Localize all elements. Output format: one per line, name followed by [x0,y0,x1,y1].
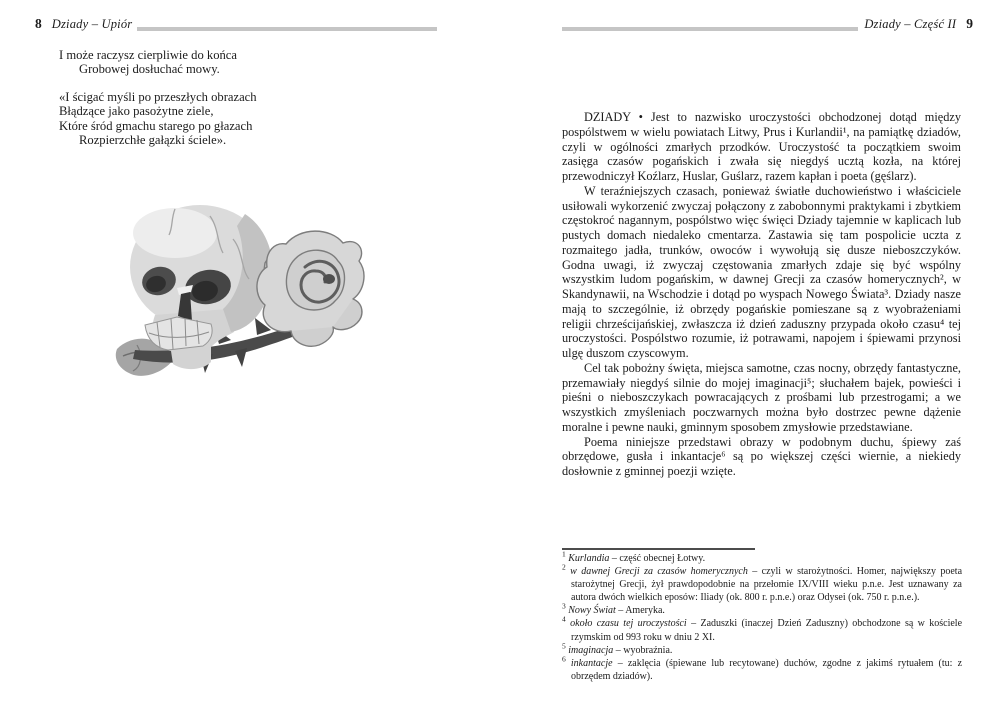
poem-line: Rozpierzchłe gałązki ściele». [79,133,227,148]
footnote-text: – Zaduszki (inaczej Dzień Zaduszny) obchodzone są w kościele rzymskim od 993 roku w dniu 2 XI. [571,618,963,643]
paragraph: DZIADY • Jest to nazwisko uroczystości obchodzonej dotąd między pospólstwem w wielu powiatach Litwy, Prus i Kurlandii¹, na pamiątkę dziadów, czyli w ogólności zmarłych przodków. Uroczystość ta początkiem swoim zasięga czasów pogańskich i zwała się niegdyś ucztą kozła, na której przewodniczył Koźlarz, Huslar, Guślarz, razem kapłan i poeta (gęślarz). [562,110,961,183]
footnote-marker: 3 [562,602,566,612]
footnote-text: – zaklęcia (śpiewane lub recytowane) duchów, zgodne z jakimś rytuałem (tu: z obrzędem dziadów). [571,657,963,682]
footnote-marker: 2 [562,562,566,572]
footnote-term: Nowy Świat [568,605,616,617]
skull-rose-illustration [115,198,365,395]
poem-line: «I ścigać myśli po przeszłych obrazach [59,89,257,104]
header-rule-right [562,27,858,31]
footnote [562,654,963,683]
poem-line: I może raczysz cierpliwie do końca [59,48,237,62]
poem-stanza [59,90,257,148]
header-rule-left [137,27,437,31]
footnote-term: Kurlandia [568,553,610,564]
page-number-left: 8 [35,16,42,31]
footnote-text: – Ameryka. [618,605,665,617]
footnote-marker: 1 [562,549,566,559]
paragraph: W teraźniejszych czasach, ponieważ światłe duchowieństwo i właściciele usiłowali wykorzenić zwyczaj połączony z zabobonnymi praktykami i zbytkiem częstokroć nagannym, pospólstwo więc święci Dziady tajemnie w kaplicach lub pustych domach niedaleko cmentarza. Zastawia się tam pospolicie uczta z rozmaitego jadła, trunków, owoców i wywołują się dusze nieboszczyków. Godna uwagi, iż zwyczaj częstowania zmarłych zdaje się być wspólny wszystkim ludom pogańskim, w dawnej Grecji za czasów homerycznych², w Skandynawii, na Wschodzie i dotąd po wyspach Nowego Świata³. Dziady nasze mają to szczególnie, iż obrzędy pogańskie pomieszane są z wyobrażeniami religii chrześcijańskiej, zwłaszcza iż dzień zaduszny przypada około czasu⁴ tej uroczystości. Pospólstwo rozumie, iż potrawami, napojem i śpiewami przynosi ulgę duszom czyscowym. [562,183,961,360]
footnote-marker: 5 [562,641,566,651]
footnote-term: inkantacje [570,657,613,669]
running-head-right [864,16,973,32]
footnote [562,562,963,604]
paragraph: Poema niniejsze przedstawi obrazy w podobnym duchu, śpiewy zaś obrzędowe, gusła i inkantacje⁶ są po większej części wiernie, a niekiedy dosłownie z gminnej poezji wzięte. [562,434,961,478]
footnote-text: – wyobraźnia. [615,644,673,656]
page-number-right: 9 [966,16,973,31]
poem-line: Grobowej dosłuchać mowy. [79,62,220,77]
footnote [562,549,962,565]
running-head-left [35,16,132,32]
right-page [500,0,1000,712]
footnote [562,641,962,657]
footnote-marker: 4 [562,615,566,625]
footnote-text: – część obecnej Łotwy. [611,553,706,564]
footnote-term: w dawnej Grecji za czasów homerycznych [570,566,748,578]
running-title-right: Dziady – Część II [864,17,957,31]
footnote-text: – czyli w starożytności. Homer, największy poeta starożytnej Grecji, żył prawdopodobnie na przełomie IX/VIII wieku p.n.e. Jest uznawany za autora dwóch wielkich eposów: Iliady (ok. 800 r. p.n.e.) oraz Odysei (ok. 750 r. p.n.e.). [571,566,963,604]
poem-line: Błądzące jako pasożytne ziele, [59,104,214,119]
footnote-rule [562,548,755,550]
footnote [562,604,962,617]
paragraph: Cel tak pobożny święta, miejsca samotne, czas nocny, obrzędy fantastyczne, przemawiały niegdyś silnie do mojej imaginacji⁵; słuchałem bajek, powieści i pieśni o nieboszczykach powracających z prośbami lub przestrogami; a we wszystkich zmyśleniach poczwarnych można było dostrzec pewne dążenie moralne i pewne nauki, gminnym sposobem zmysłowie przedstawiane. [562,360,961,434]
footnotes [562,549,963,683]
footnote-term: około czasu tej uroczystości [570,618,687,630]
footnote-term: imaginacja [568,644,614,656]
poem-stanza [59,48,257,77]
footnote-marker: 6 [562,654,566,664]
footnote [562,617,962,643]
main-text [562,110,961,479]
running-title-left: Dziady – Upiór [51,17,133,31]
poem [59,48,257,160]
poem-line: Które śród gmachu starego po głazach [59,118,253,133]
